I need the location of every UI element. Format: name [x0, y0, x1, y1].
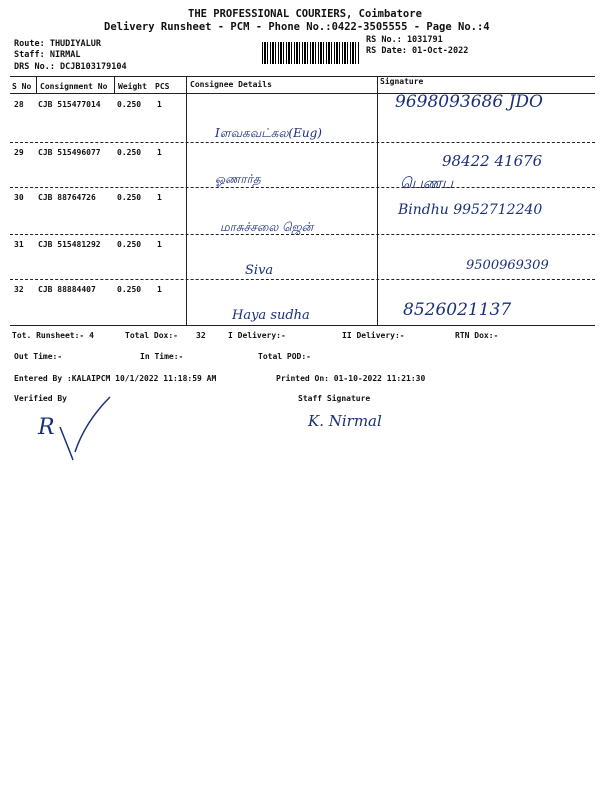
row-consignee: Iளவகவட்கல(Eug): [215, 126, 322, 140]
entered-by: Entered By :KALAIPCM 10/1/2022 11:18:59 AM: [14, 374, 217, 383]
row-divider: [10, 142, 595, 143]
row-sno: 32: [14, 285, 24, 294]
row-pcs: 1: [157, 100, 162, 109]
verified-by-label: Verified By: [14, 394, 67, 403]
row-divider: [10, 187, 595, 188]
row-pcs: 1: [157, 193, 162, 202]
tot-runsheet: Tot. Runsheet:- 4: [12, 331, 94, 340]
total-pod: Total POD:-: [258, 352, 311, 361]
row-signature: 8526021137: [403, 300, 512, 320]
i-delivery: I Delivery:-: [228, 331, 286, 340]
row-consignment: CJB 515496077: [38, 148, 101, 157]
total-dox-value: 32: [196, 331, 206, 340]
verified-signature-stroke: [55, 392, 115, 462]
barcode: [262, 42, 360, 64]
rtn-dox: RTN Dox:-: [455, 331, 499, 340]
row-sno: 30: [14, 193, 24, 202]
verified-signature: R: [38, 415, 55, 440]
row-consignment: CJB 515477014: [38, 100, 101, 109]
col-divider: [377, 76, 378, 326]
row-weight: 0.250: [117, 285, 142, 294]
row-sno: 28: [14, 100, 24, 109]
col-header-weight: Weight: [118, 82, 147, 91]
col-header-consignment: Consignment No: [40, 82, 108, 91]
col-header-pcs: PCS: [155, 82, 170, 91]
row-consignee: மாசுச்சலை ஜென்: [220, 220, 314, 234]
row-signature: 9500969309: [466, 258, 549, 273]
table-top-border: [10, 76, 595, 77]
route-label: Route: THUDIYALUR: [14, 39, 101, 49]
row-sno: 31: [14, 240, 24, 249]
ii-delivery: II Delivery:-: [342, 331, 405, 340]
col-divider: [114, 76, 115, 93]
row-divider: [10, 279, 595, 280]
printed-on: Printed On: 01-10-2022 11:21:30: [276, 374, 426, 383]
row-signature: 98422 41676 பெணப: [400, 152, 543, 192]
row-consignment: CJB 88884407: [38, 285, 96, 294]
row-weight: 0.250: [117, 100, 142, 109]
drs-number: DRS No.: DCJB103179104: [14, 62, 127, 72]
staff-label: Staff: NIRMAL: [14, 50, 81, 60]
row-signature: 9698093686 JDO: [395, 92, 543, 112]
row-sno: 29: [14, 148, 24, 157]
row-consignee: ஓணார்த: [215, 172, 261, 186]
row-pcs: 1: [157, 285, 162, 294]
in-time: In Time:-: [140, 352, 184, 361]
row-weight: 0.250: [117, 148, 142, 157]
row-pcs: 1: [157, 148, 162, 157]
col-divider: [186, 76, 187, 326]
row-consignment: CJB 515481292: [38, 240, 101, 249]
col-header-sno: S No: [12, 82, 32, 91]
row-pcs: 1: [157, 240, 162, 249]
rs-number: RS No.: 1031791: [366, 35, 443, 45]
row-signature: Bindhu 9952712240: [398, 202, 543, 218]
company-title: THE PROFESSIONAL COURIERS, Coimbatore: [188, 8, 422, 20]
row-divider: [10, 234, 595, 235]
col-header-consignee: Consignee Details: [190, 80, 272, 89]
runsheet-subtitle: Delivery Runsheet - PCM - Phone No.:0422-3505555 - Page No.:4: [104, 21, 490, 33]
col-header-signature: Signature: [380, 77, 424, 86]
row-weight: 0.250: [117, 240, 142, 249]
col-divider: [36, 76, 37, 93]
table-bottom-border: [10, 325, 595, 326]
row-consignment: CJB 88764726: [38, 193, 96, 202]
out-time: Out Time:-: [14, 352, 63, 361]
staff-signature-label: Staff Signature: [298, 394, 371, 403]
rs-date: RS Date: 01-Oct-2022: [366, 46, 469, 56]
total-dox-label: Total Dox:-: [125, 331, 178, 340]
row-consignee: Haya sudha: [232, 308, 310, 323]
row-consignee: Siva: [245, 263, 274, 278]
row-weight: 0.250: [117, 193, 142, 202]
staff-signature-hand: K. Nirmal: [308, 412, 382, 430]
